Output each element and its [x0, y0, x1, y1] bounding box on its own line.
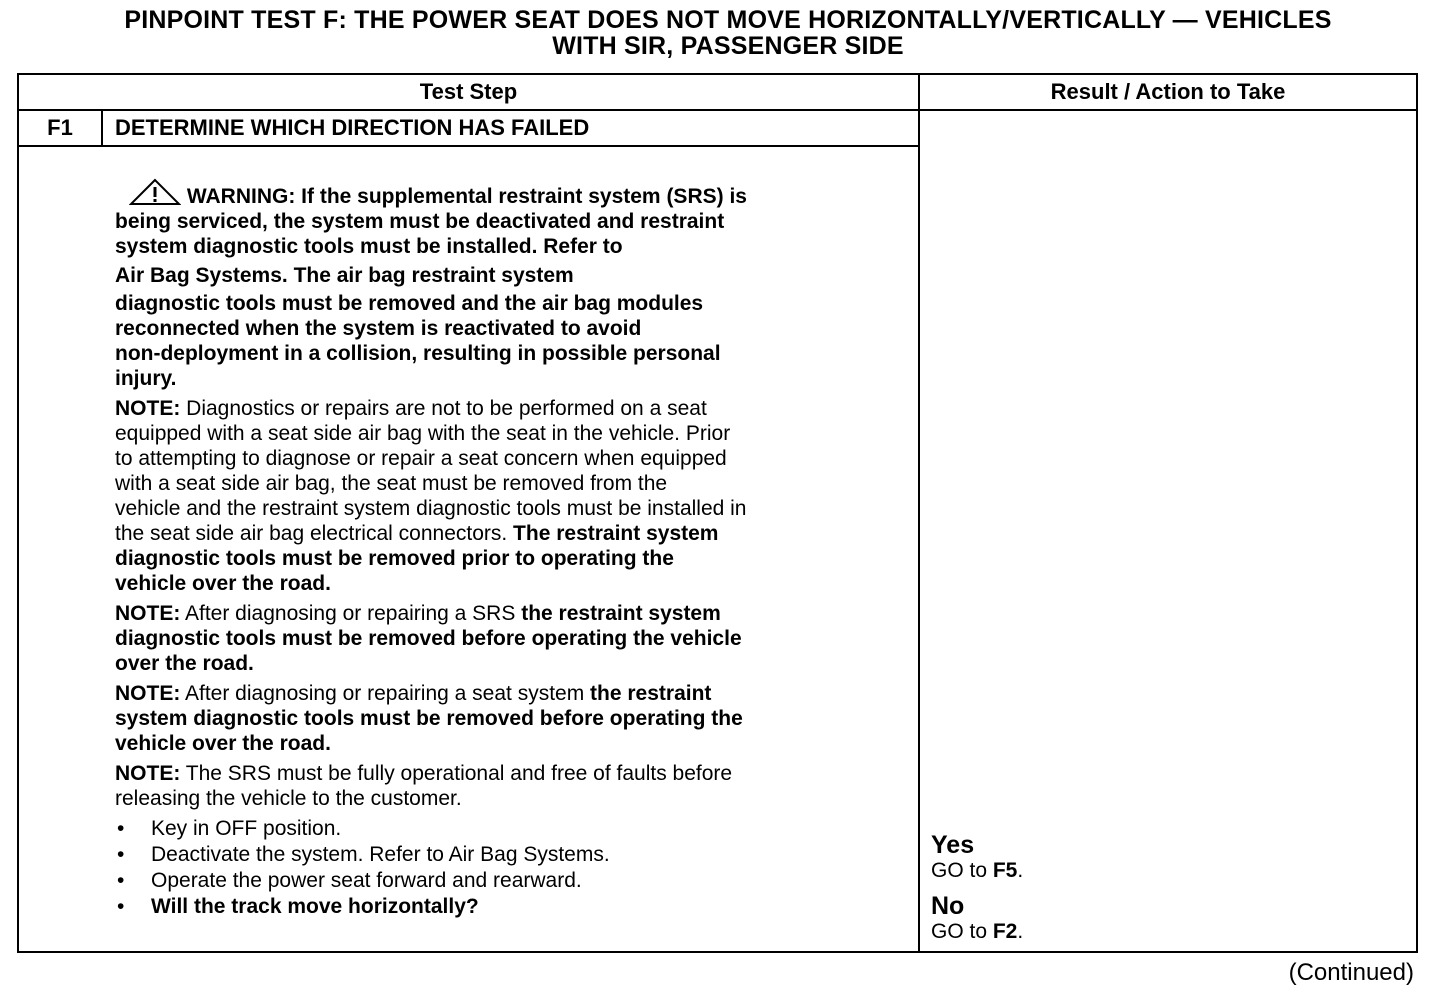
note-text-bold: the restraint system	[521, 602, 721, 625]
period: .	[1017, 920, 1024, 943]
page-title	[0, 7, 1456, 59]
header-result-action: Result / Action to Take	[1050, 79, 1286, 104]
title-line-2: WITH SIR, PASSENGER SIDE	[552, 32, 904, 60]
note-text: with a seat side air bag, the seat must be removed from the	[115, 472, 668, 495]
continued-label: (Continued)	[1288, 959, 1414, 986]
result-no	[931, 893, 1023, 944]
note-text-bold: system diagnostic tools must be removed before operating the	[115, 707, 743, 730]
note-label: NOTE:	[115, 602, 181, 625]
question-text: Will the track move horizontally?	[151, 895, 479, 918]
warning-line: being serviced, the system must be deactivated and restraint	[115, 210, 725, 233]
note-text-bold: vehicle over the road.	[115, 572, 331, 595]
go-to-text: GO to	[931, 920, 993, 943]
step-title-divider	[19, 145, 918, 147]
warning-block	[115, 178, 905, 391]
warning-line: reconnected when the system is reactivated to avoid	[115, 317, 642, 340]
note-text: to attempting to diagnose or repair a seat concern when equipped	[115, 447, 727, 470]
note-text-bold: the restraint	[590, 682, 712, 705]
bullet-icon: •	[117, 843, 125, 866]
list-item	[115, 816, 905, 842]
warning-line: non-deployment in a collision, resulting in possible personal	[115, 342, 721, 365]
air-bag-systems-reference[interactable]: Air Bag Systems.	[115, 264, 288, 287]
bullet-icon: •	[117, 895, 125, 918]
note-text-bold: diagnostic tools must be removed before operating the vehicle	[115, 627, 742, 650]
note-1	[115, 396, 905, 596]
go-to-f2-link[interactable]: F2	[992, 920, 1018, 943]
pinpoint-test-table	[17, 73, 1418, 953]
list-item-text: Deactivate the system. Refer to Air Bag Systems.	[151, 843, 610, 866]
yes-label: Yes	[931, 831, 975, 859]
list-item	[115, 894, 905, 920]
step-body	[115, 178, 905, 920]
list-item-text: Operate the power seat forward and rearward.	[151, 869, 582, 892]
step-id: F1	[47, 115, 73, 140]
column-divider	[918, 75, 920, 951]
bullet-icon: •	[117, 817, 125, 840]
note-text-bold: vehicle over the road.	[115, 732, 331, 755]
note-text: vehicle and the restraint system diagnostic tools must be installed in	[115, 497, 747, 520]
note-text: After diagnosing or repairing a seat system	[180, 682, 591, 705]
warning-line: injury.	[115, 367, 177, 390]
note-text: equipped with a seat side air bag with the seat in the vehicle. Prior	[115, 422, 731, 445]
note-label: NOTE:	[115, 397, 181, 420]
action-list	[115, 816, 905, 920]
result-yes	[931, 832, 1023, 883]
go-to-text: GO to	[931, 859, 993, 882]
list-item-text: Key in OFF position.	[151, 817, 342, 840]
note-label: NOTE:	[115, 762, 181, 785]
warning-line: The air bag restraint system	[287, 264, 574, 287]
title-line-1: PINPOINT TEST F: THE POWER SEAT DOES NOT MOVE HORIZONTALLY/VERTICALLY — VEHICLES	[124, 6, 1332, 34]
note-text-bold: The restraint system	[513, 522, 719, 545]
list-item	[115, 868, 905, 894]
note-text-bold: diagnostic tools must be removed prior to operating the	[115, 547, 674, 570]
note-label: NOTE:	[115, 682, 181, 705]
note-text: Diagnostics or repairs are not to be performed on a seat	[180, 397, 707, 420]
note-text: The SRS must be fully operational and free of faults before	[180, 762, 733, 785]
list-item	[115, 842, 905, 868]
bullet-icon: •	[117, 869, 125, 892]
warning-text: WARNING: If the supplemental restraint system (SRS) is	[186, 185, 747, 208]
note-2	[115, 601, 905, 676]
no-label: No	[931, 892, 965, 920]
note-text: releasing the vehicle to the customer.	[115, 787, 462, 810]
note-text-bold: over the road.	[115, 652, 254, 675]
period: .	[1017, 859, 1024, 882]
warning-line: diagnostic tools must be removed and the air bag modules	[115, 292, 704, 315]
note-text: After diagnosing or repairing a SRS	[180, 602, 522, 625]
header-test-step: Test Step	[419, 79, 518, 104]
note-3	[115, 681, 905, 756]
step-title: DETERMINE WHICH DIRECTION HAS FAILED	[115, 115, 590, 140]
step-id-divider	[101, 111, 103, 146]
note-4	[115, 761, 905, 811]
warning-line: system diagnostic tools must be installed. Refer to	[115, 235, 623, 258]
note-text: the seat side air bag electrical connectors.	[115, 522, 514, 545]
warning-triangle-icon	[129, 178, 181, 206]
go-to-f5-link[interactable]: F5	[992, 859, 1018, 882]
